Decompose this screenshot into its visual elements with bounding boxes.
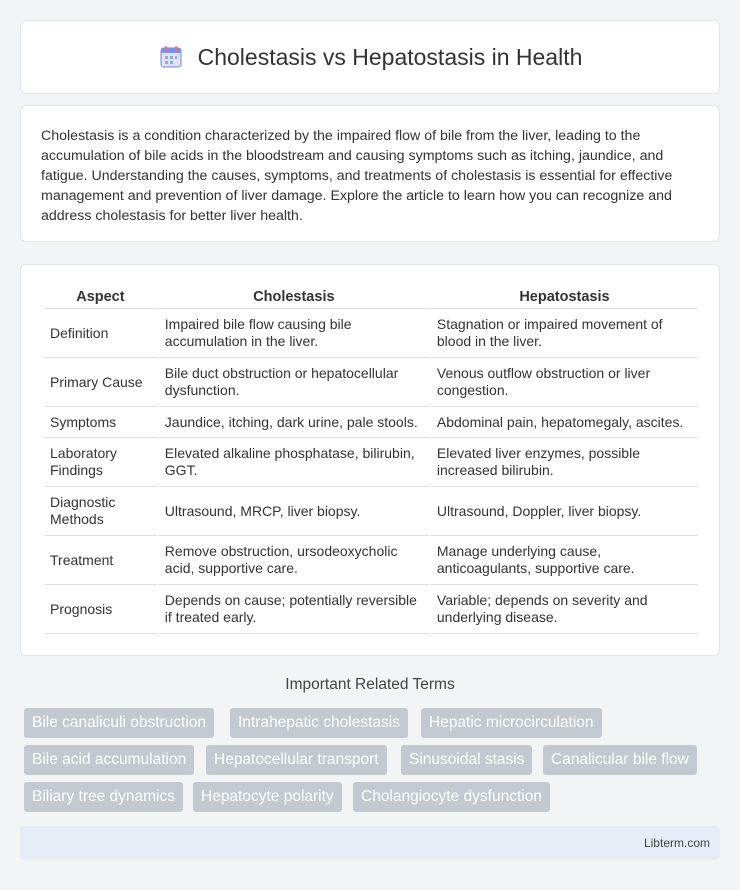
intro-paragraph: Cholestasis is a condition characterized by the impaired flow of bile from the liver, leading to the accumulation of bile acids in the bloodstream and causing symptoms such as itching, jaundice, and fatigue. Understanding the causes, symptoms, and treatments of cholestasis is essential for effective management and prevention of liver damage. Explore the article to learn how you can recognize and address cholestasis for better liver health. <box>41 128 673 224</box>
related-term-chip[interactable]: Biliary tree dynamics <box>24 782 183 812</box>
related-terms-heading: Important Related Terms <box>285 676 455 693</box>
hepatostasis-cell: Elevated liver enzymes, possible increased bilirubin. <box>431 438 698 487</box>
table-row <box>44 536 698 585</box>
comparison-table <box>42 285 700 634</box>
column-header-cholestasis: Cholestasis <box>159 285 429 309</box>
table-row <box>44 309 698 358</box>
table-row <box>44 407 698 438</box>
related-term-chip[interactable]: Hepatocellular transport <box>206 745 387 775</box>
row-aspect: Primary Cause <box>44 358 157 407</box>
cholestasis-cell: Depends on cause; potentially reversible if treated early. <box>159 585 429 634</box>
cholestasis-cell: Ultrasound, MRCP, liver biopsy. <box>159 487 429 536</box>
row-aspect: Treatment <box>44 536 157 585</box>
title-card <box>20 20 720 94</box>
row-aspect: Definition <box>44 309 157 358</box>
calendar-icon <box>158 44 184 70</box>
related-term-chip[interactable]: Bile canaliculi obstruction <box>24 708 214 738</box>
comparison-table-card <box>20 264 720 656</box>
hepatostasis-cell: Ultrasound, Doppler, liver biopsy. <box>431 487 698 536</box>
row-aspect: Laboratory Findings <box>44 438 157 487</box>
table-header-row <box>44 285 698 309</box>
cholestasis-cell: Elevated alkaline phosphatase, bilirubin, GGT. <box>159 438 429 487</box>
row-aspect: Prognosis <box>44 585 157 634</box>
table-row <box>44 487 698 536</box>
related-term-chip[interactable]: Bile acid accumulation <box>24 745 194 775</box>
related-term-chip[interactable]: Hepatic microcirculation <box>421 708 602 738</box>
related-term-chip[interactable]: Intrahepatic cholestasis <box>230 708 408 738</box>
intro-card <box>20 105 720 242</box>
related-term-chip[interactable]: Sinusoidal stasis <box>401 745 532 775</box>
row-aspect: Diagnostic Methods <box>44 487 157 536</box>
cholestasis-cell: Impaired bile flow causing bile accumulation in the liver. <box>159 309 429 358</box>
footer <box>20 826 720 860</box>
cholestasis-cell: Jaundice, itching, dark urine, pale stools. <box>159 407 429 438</box>
cholestasis-cell: Remove obstruction, ursodeoxycholic acid, supportive care. <box>159 536 429 585</box>
table-row <box>44 585 698 634</box>
hepatostasis-cell: Manage underlying cause, anticoagulants, supportive care. <box>431 536 698 585</box>
table-row <box>44 438 698 487</box>
related-term-chip[interactable]: Cholangiocyte dysfunction <box>353 782 550 812</box>
column-header-aspect: Aspect <box>44 285 157 309</box>
related-term-chip[interactable]: Hepatocyte polarity <box>193 782 342 812</box>
related-term-chip[interactable]: Canalicular bile flow <box>543 745 697 775</box>
column-header-hepatostasis: Hepatostasis <box>431 285 698 309</box>
hepatostasis-cell: Abdominal pain, hepatomegaly, ascites. <box>431 407 698 438</box>
cholestasis-cell: Bile duct obstruction or hepatocellular dysfunction. <box>159 358 429 407</box>
hepatostasis-cell: Venous outflow obstruction or liver congestion. <box>431 358 698 407</box>
page-title: Cholestasis vs Hepatostasis in Health <box>197 43 583 70</box>
table-row <box>44 358 698 407</box>
row-aspect: Symptoms <box>44 407 157 438</box>
hepatostasis-cell: Variable; depends on severity and underlying disease. <box>431 585 698 634</box>
hepatostasis-cell: Stagnation or impaired movement of blood in the liver. <box>431 309 698 358</box>
source-link[interactable]: Libterm.com <box>643 836 710 850</box>
